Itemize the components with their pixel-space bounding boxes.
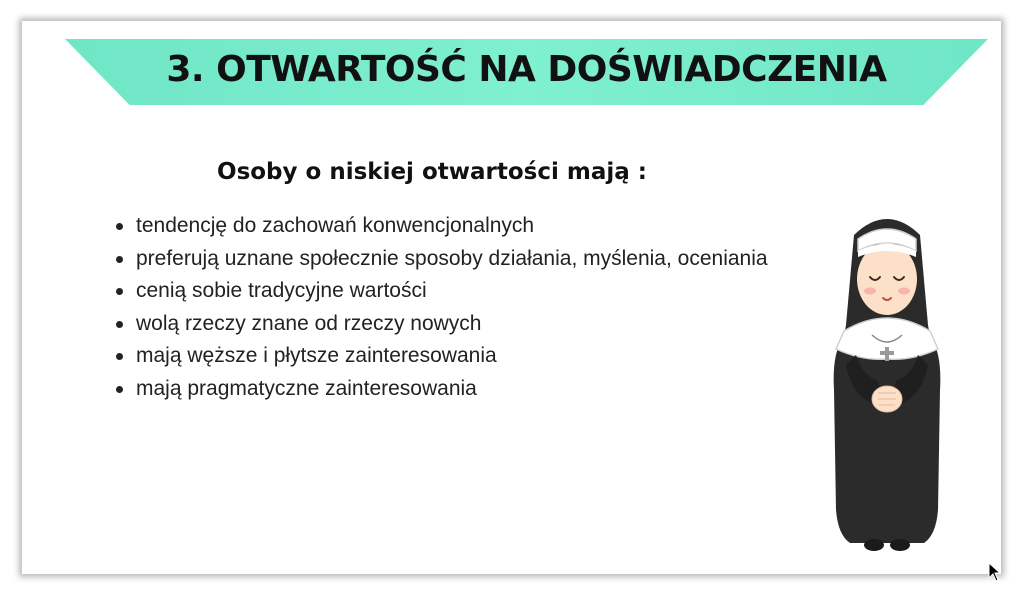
nun-praying-illustration (812, 205, 962, 557)
bullet-item: tendencję do zachowań konwencjonalnych (114, 210, 792, 243)
bullet-item: cenią sobie tradycyjne wartości (114, 275, 792, 308)
bullet-item: wolą rzeczy znane od rzeczy nowych (114, 308, 792, 341)
bullet-item: preferują uznane społecznie sposoby działania, myślenia, oceniania (114, 243, 792, 276)
bullet-list (114, 210, 792, 405)
slide-subtitle: Osoby o niskiej otwartości mają : (217, 159, 647, 185)
bullet-item: mają węższe i płytsze zainteresowania (114, 340, 792, 373)
bullet-item: mają pragmatyczne zainteresowania (114, 373, 792, 406)
slide-title: 3. OTWARTOŚĆ NA DOŚWIADCZENIA (166, 49, 887, 90)
presentation-slide (22, 21, 1001, 574)
mouse-pointer-icon (988, 562, 1002, 582)
